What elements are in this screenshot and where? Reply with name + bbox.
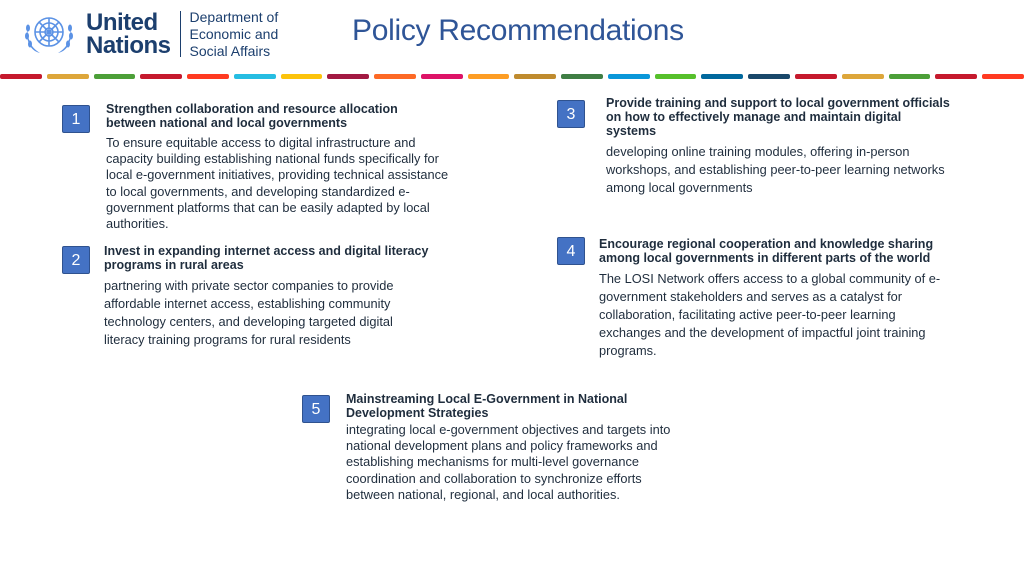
page-title: Policy Recommendations [352, 14, 684, 47]
recommendation-2 [104, 244, 434, 349]
color-bar-segment [140, 74, 182, 79]
color-bar-segment [374, 74, 416, 79]
color-bar-segment [608, 74, 650, 79]
recommendation-body: integrating local e-government objectives and targets into national development plans and policy frameworks and establishing mechanisms for multi-level governance coordination and collaboration to synchronize efforts between national, regional, and local authorities. [346, 422, 671, 502]
number-badge-5: 5 [302, 395, 330, 423]
sdg-color-bar [0, 74, 1024, 79]
color-bar-segment [94, 74, 136, 79]
dept-line-3: Social Affairs [189, 42, 271, 59]
color-bar-segment [514, 74, 556, 79]
color-bar-segment [327, 74, 369, 79]
department-name [190, 9, 279, 60]
dept-line-2: Economic and [189, 25, 279, 42]
recommendation-heading: Provide training and support to local government officials on how to effectively manage and maintain digital systems [606, 96, 950, 138]
color-bar-segment [561, 74, 603, 79]
org-line-1: United [86, 9, 158, 36]
recommendation-4 [599, 237, 959, 360]
org-line-2: Nations [86, 32, 171, 59]
color-bar-segment [982, 74, 1024, 79]
number-badge-2: 2 [62, 246, 90, 274]
color-bar-segment [47, 74, 89, 79]
logo-divider [180, 11, 181, 57]
recommendation-body: The LOSI Network offers access to a global community of e-government stakeholders and serves as a catalyst for collaboration, facilitating active peer-to-peer learning exchanges and the development of impactful joint training programs. [599, 271, 941, 358]
color-bar-segment [935, 74, 977, 79]
dept-line-1: Department of [189, 8, 279, 25]
color-bar-segment [234, 74, 276, 79]
recommendation-heading: Mainstreaming Local E-Government in National Development Strategies [346, 392, 628, 420]
un-desa-logo [20, 8, 278, 60]
recommendation-5 [346, 392, 676, 503]
color-bar-segment [187, 74, 229, 79]
color-bar-segment [655, 74, 697, 79]
recommendation-heading: Invest in expanding internet access and digital literacy programs in rural areas [104, 244, 429, 272]
number-badge-1: 1 [62, 105, 90, 133]
color-bar-segment [842, 74, 884, 79]
color-bar-segment [701, 74, 743, 79]
color-bar-segment [468, 74, 510, 79]
color-bar-segment [795, 74, 837, 79]
color-bar-segment [421, 74, 463, 79]
recommendation-body: To ensure equitable access to digital infrastructure and capacity building establishing national funds specifically for local e-government initiatives, providing technical assistance to local governments, and developing standardized e-government platforms that can be easily adapted by local authorities. [106, 135, 449, 232]
recommendation-heading: Strengthen collaboration and resource allocation between national and local governments [106, 102, 398, 130]
number-badge-4: 4 [557, 237, 585, 265]
color-bar-segment [748, 74, 790, 79]
recommendation-1 [106, 102, 451, 232]
number-badge-3: 3 [557, 100, 585, 128]
color-bar-segment [889, 74, 931, 79]
recommendation-3 [606, 96, 951, 197]
recommendation-heading: Encourage regional cooperation and knowledge sharing among local governments in different parts of the world [599, 237, 934, 265]
un-wordmark [86, 11, 171, 57]
recommendation-body: developing online training modules, offering in-person workshops, and establishing peer-to-peer learning networks among local governments [606, 144, 945, 195]
un-emblem-icon [20, 8, 78, 60]
color-bar-segment [0, 74, 42, 79]
color-bar-segment [281, 74, 323, 79]
recommendation-body: partnering with private sector companies to provide affordable internet access, establishing community technology centers, and developing targeted digital literacy training programs for rural residents [104, 278, 394, 347]
